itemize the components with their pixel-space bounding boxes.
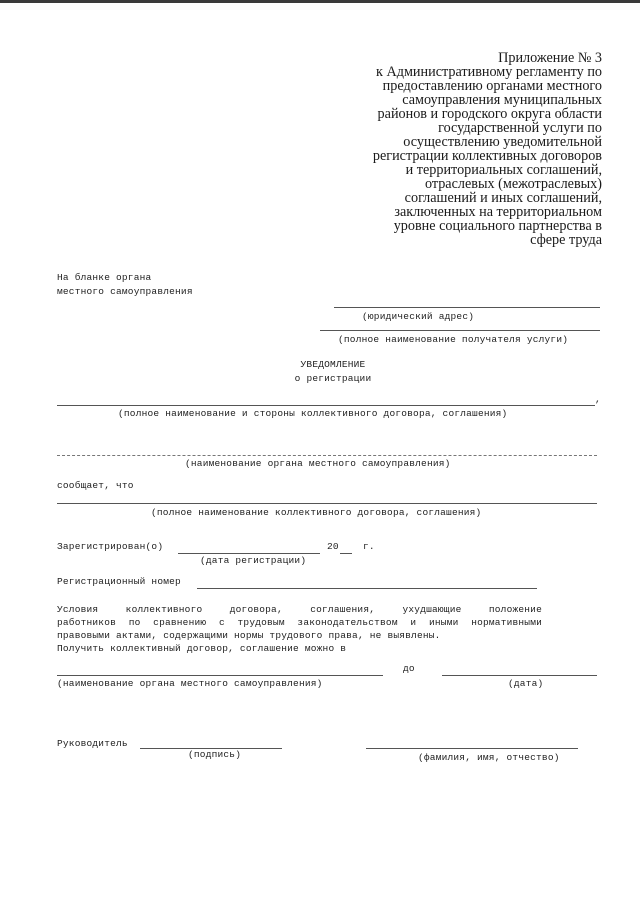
appendix-line: осуществлению уведомительной [403,134,602,150]
appendix-line: государственной услуги по [438,120,602,136]
notice-subtitle: о регистрации [294,373,372,384]
agreement-parties-line [57,405,595,406]
until-text: до [403,663,415,674]
comma-mark: , [595,394,601,405]
address-line [334,307,600,308]
agreement-name-line [57,503,597,504]
year-suffix: г. [363,541,375,552]
fullname-caption: (фамилия, имя, отчество) [418,752,560,763]
signature-caption: (подпись) [188,749,242,760]
registration-number-line [197,588,537,589]
recipient-name-line [320,330,600,331]
appendix-line: заключенных на территориальном [394,204,602,220]
appendix-line: самоуправления муниципальных [402,92,602,108]
registration-number-label: Регистрационный номер [57,576,181,587]
year-prefix: 20 [327,541,339,552]
appendix-line: Приложение № 3 [498,50,602,66]
year-blank [340,553,352,554]
condition-word: сравнению [153,617,207,628]
pickup-date-caption: (дата) [508,678,544,689]
agreement-name-caption: (полное наименование коллективного договора, соглашения) [151,507,482,518]
condition-word: соглашения, [310,604,376,615]
appendix-line: уровне социального партнерства в [393,218,602,234]
pickup-date-line [442,675,597,676]
conditions-line-3: правовыми актами, содержащими нормы трудового права, не выявлены. [57,630,441,641]
conditions-line-4: Получить коллективный договор, соглашение можно в [57,643,347,654]
appendix-line: регистрации коллективных договоров [372,148,602,164]
conditions-paragraph [57,603,542,655]
condition-word: по [128,617,141,628]
conditions-line-1 [57,603,542,616]
letterhead-line-2: местного самоуправления [57,286,193,297]
registration-date-line [178,553,320,554]
condition-word: договора, [229,604,283,615]
address-caption: (юридический адрес) [362,311,475,322]
condition-word: нормативными [471,617,542,628]
top-border [0,0,640,3]
condition-word: положение [488,604,542,615]
condition-word: и [410,617,417,628]
notice-title: УВЕДОМЛЕНИЕ [300,359,366,370]
condition-word: трудовым [237,617,285,628]
appendix-line: и территориальных соглашений, [405,162,602,178]
head-label: Руководитель [57,738,128,749]
recipient-name-caption: (полное наименование получателя услуги) [338,334,569,345]
condition-word: Условия [57,604,99,615]
condition-word: ухудшающие [402,604,462,615]
appendix-line: отраслевых (межотраслевых) [424,176,602,192]
appendix-line: предоставлению органами местного [382,78,602,94]
agreement-parties-caption: (полное наименование и стороны коллективного договора, соглашения) [118,408,508,419]
conditions-line-2 [57,616,542,629]
condition-word: законодательством [297,617,398,628]
authority-line [57,455,597,456]
appendix-line: районов и городского округа области [377,106,602,122]
reports-text: сообщает, что [57,480,134,491]
authority-caption: (наименование органа местного самоуправления) [185,458,451,469]
pickup-authority-caption: (наименование органа местного самоуправления) [57,678,323,689]
condition-word: иными [429,617,459,628]
condition-word: работников [57,617,117,628]
registered-label: Зарегистрирован(о) [57,541,164,552]
appendix-header [322,51,602,247]
pickup-authority-line [57,675,383,676]
condition-word: коллективного [125,604,203,615]
registration-date-caption: (дата регистрации) [200,555,307,566]
appendix-line: к Административному регламенту по [376,64,602,80]
letterhead-line-1: На бланке органа [57,272,152,283]
appendix-line: сфере труда [530,232,602,248]
condition-word: с [218,617,225,628]
fullname-line [366,748,578,749]
appendix-line: соглашений и иных соглашений, [404,190,602,206]
